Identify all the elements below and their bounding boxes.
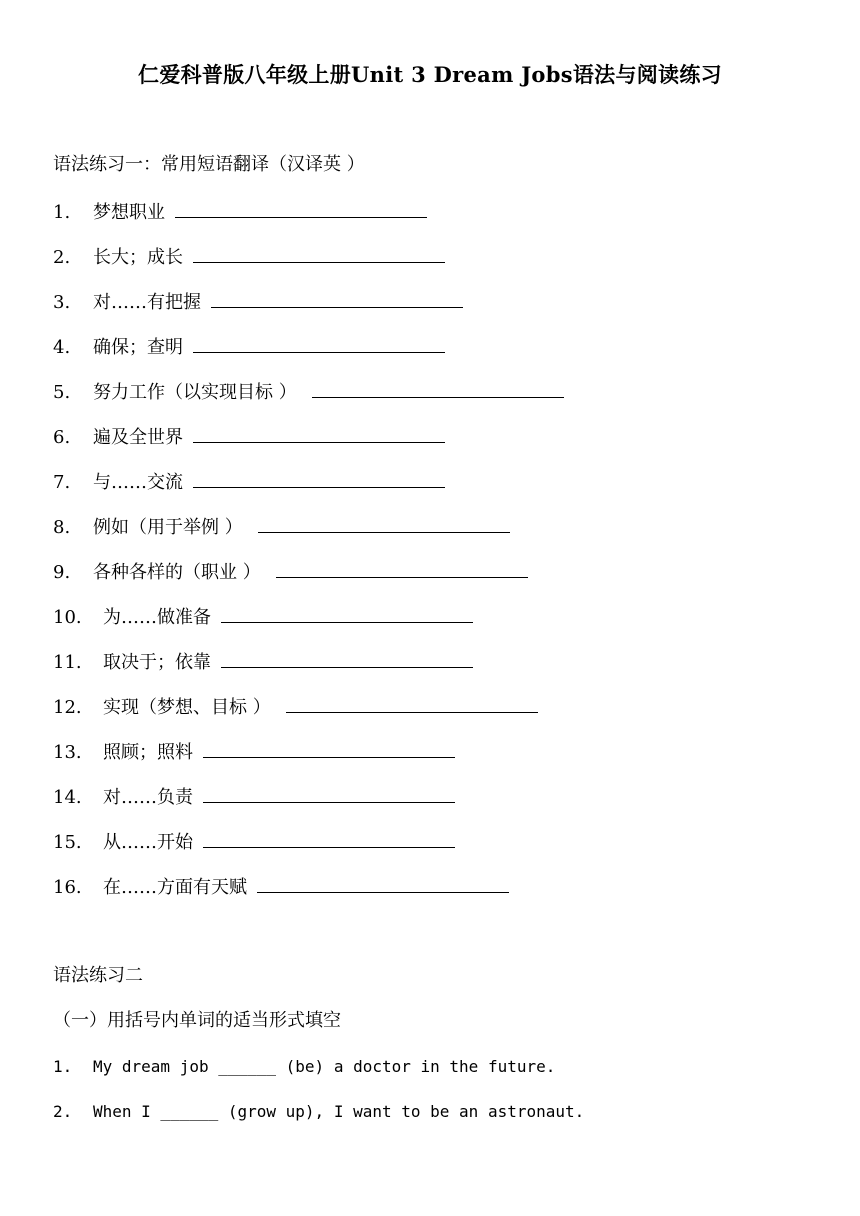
item-number: 11. bbox=[53, 652, 82, 673]
phrase-item-1 bbox=[53, 197, 427, 226]
item-text: 照顾；照料 bbox=[103, 742, 193, 763]
phrase-item-3 bbox=[53, 287, 463, 316]
page-title: 仁爱科普版八年级上册Unit 3 Dream Jobs语法与阅读练习 bbox=[138, 62, 722, 87]
answer-blank[interactable] bbox=[193, 332, 445, 353]
answer-blank[interactable] bbox=[175, 197, 427, 218]
item-number: 1. bbox=[53, 1057, 73, 1076]
phrase-item-15 bbox=[53, 827, 455, 856]
answer-blank[interactable] bbox=[203, 737, 455, 758]
phrase-item-5 bbox=[53, 377, 564, 406]
item-number: 2. bbox=[53, 247, 71, 268]
answer-blank[interactable] bbox=[203, 782, 455, 803]
item-number: 9. bbox=[53, 562, 71, 583]
phrase-item-11 bbox=[53, 647, 473, 676]
item-text: 遍及全世界 bbox=[93, 427, 183, 448]
item-number: 8. bbox=[53, 517, 71, 538]
phrase-item-4 bbox=[53, 332, 445, 361]
answer-blank[interactable] bbox=[312, 377, 564, 398]
item-number: 10. bbox=[53, 607, 82, 628]
item-number: 6. bbox=[53, 427, 71, 448]
phrase-item-8 bbox=[53, 512, 510, 541]
phrase-item-2 bbox=[53, 242, 445, 271]
phrase-item-7 bbox=[53, 467, 445, 496]
section1-heading: 语法练习一：常用短语翻译（汉译英 ） bbox=[53, 154, 365, 175]
item-text: 例如（用于举例 ） bbox=[93, 517, 249, 538]
phrase-item-9 bbox=[53, 557, 528, 586]
answer-blank[interactable] bbox=[276, 557, 528, 578]
item-text: 对……有把握 bbox=[93, 292, 201, 313]
item-number: 15. bbox=[53, 832, 82, 853]
answer-blank[interactable] bbox=[193, 467, 445, 488]
item-number: 1. bbox=[53, 202, 71, 223]
item-number: 16. bbox=[53, 877, 82, 898]
phrase-item-10 bbox=[53, 602, 473, 631]
phrase-item-13 bbox=[53, 737, 455, 766]
item-text: 为……做准备 bbox=[103, 607, 211, 628]
answer-blank[interactable] bbox=[258, 512, 510, 533]
item-number: 2. bbox=[53, 1102, 73, 1121]
item-text: 在……方面有天赋 bbox=[103, 877, 247, 898]
item-text: 与……交流 bbox=[93, 472, 183, 493]
answer-blank[interactable] bbox=[221, 647, 473, 668]
answer-blank[interactable] bbox=[211, 287, 463, 308]
item-number: 5. bbox=[53, 382, 71, 403]
answer-blank[interactable] bbox=[193, 422, 445, 443]
phrase-item-16 bbox=[53, 872, 509, 901]
fill-blank-item-1 bbox=[53, 1054, 555, 1080]
fill-blank-item-2 bbox=[53, 1099, 584, 1125]
item-text: 实现（梦想、目标 ） bbox=[103, 697, 277, 718]
item-text: 取决于；依靠 bbox=[103, 652, 211, 673]
item-text: 从……开始 bbox=[103, 832, 193, 853]
item-text: 确保；查明 bbox=[93, 337, 183, 358]
item-text: 对……负责 bbox=[103, 787, 193, 808]
item-text: My dream job ______ (be) a doctor in the future. bbox=[93, 1057, 556, 1076]
phrase-item-12 bbox=[53, 692, 538, 721]
phrase-item-14 bbox=[53, 782, 455, 811]
answer-blank[interactable] bbox=[203, 827, 455, 848]
item-number: 7. bbox=[53, 472, 71, 493]
answer-blank[interactable] bbox=[221, 602, 473, 623]
item-text: 长大；成长 bbox=[93, 247, 183, 268]
answer-blank[interactable] bbox=[286, 692, 538, 713]
item-number: 3. bbox=[53, 292, 71, 313]
item-text: 各种各样的（职业 ） bbox=[93, 562, 267, 583]
answer-blank[interactable] bbox=[257, 872, 509, 893]
section2-subheading: （一）用括号内单词的适当形式填空 bbox=[53, 1010, 341, 1031]
item-number: 13. bbox=[53, 742, 82, 763]
answer-blank[interactable] bbox=[193, 242, 445, 263]
item-text: 梦想职业 bbox=[93, 202, 165, 223]
item-number: 14. bbox=[53, 787, 82, 808]
item-number: 4. bbox=[53, 337, 71, 358]
phrase-item-6 bbox=[53, 422, 445, 451]
item-text: 努力工作（以实现目标 ） bbox=[93, 382, 303, 403]
section2-heading: 语法练习二 bbox=[53, 965, 143, 986]
item-text: When I ______ (grow up), I want to be an astronaut. bbox=[93, 1102, 585, 1121]
item-number: 12. bbox=[53, 697, 82, 718]
